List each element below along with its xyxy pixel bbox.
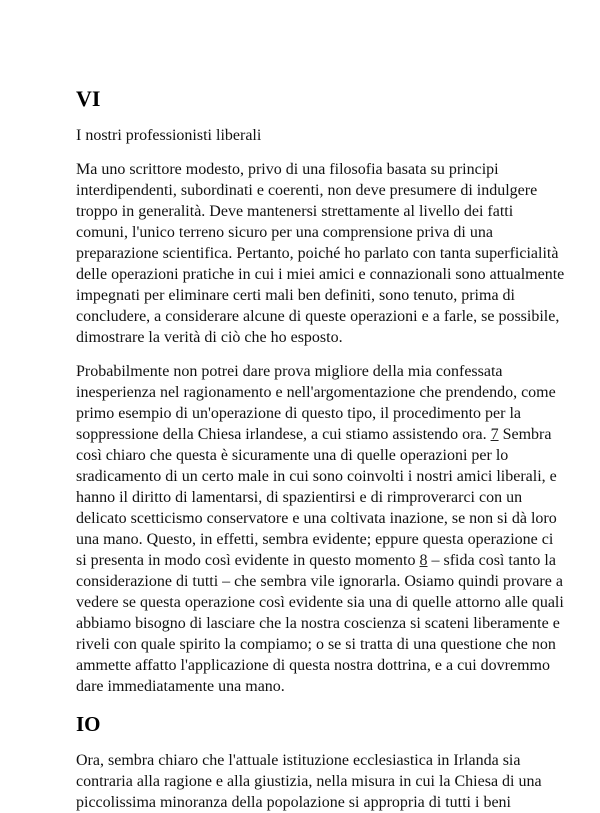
text-line: vedere se questa operazione così evidente sia una di quelle attorno alle quali (76, 594, 564, 611)
text-line: delle operazioni pratiche in cui i miei amici e connazionali sono attualmente (76, 266, 565, 283)
document-page (76, 86, 565, 813)
text-line: dare immediatamente una mano. (76, 678, 285, 695)
paragraph-1 (76, 159, 565, 348)
text-line: Ma uno scrittore modesto, privo di una filosofia basata su principi (76, 161, 499, 178)
text-line: ammette affatto l'applicazione di questa nostra dottrina, e a cui dovremmo (76, 657, 550, 674)
text-line: delicato scetticismo conservatore e una coltivata inazione, se non si dà loro (76, 510, 557, 527)
text-line: dimostrare la verità di ciò che ho esposto. (76, 329, 343, 346)
text-segment: soppressione della Chiesa irlandese, a cui stiamo assistendo ora. (76, 426, 491, 443)
text-line: una mano. Questo, in effetti, sembra evidente; eppure questa operazione ci (76, 531, 554, 548)
text-line: preparazione scientifica. Pertanto, poiché ho parlato con tanta superficialità (76, 245, 559, 262)
text-line: Probabilmente non potrei dare prova migliore della mia confessata (76, 363, 503, 380)
text-line: interdipendenti, subordinati e coerenti, non deve presumere di indulgere (76, 182, 538, 199)
text-line: hanno il diritto di lamentarsi, di spazientirsi e di rimproverarci con un (76, 489, 523, 506)
text-segment: – sfida così tanto la (427, 552, 556, 569)
text-line-with-footnote (76, 424, 552, 445)
text-line: abbiamo bisogno di lasciare che la nostra coscienza si scateni liberamente e (76, 615, 560, 632)
text-line: inesperienza nel ragionamento e nell'argomentazione che prendendo, come (76, 384, 556, 401)
text-line: contraria alla ragione e alla giustizia, nella misura in cui la Chiesa di una (76, 773, 542, 790)
text-line: primo esempio di un'operazione di questo tipo, il procedimento per la (76, 405, 521, 422)
text-line: considerazione di tutti – che sembra vile ignorarla. Osiamo quindi provare a (76, 573, 563, 590)
text-line: troppo in generalità. Deve mantenersi strettamente al livello dei fatti (76, 203, 514, 220)
text-line: così chiaro che questa è sicuramente una di quelle operazioni per lo (76, 447, 509, 464)
text-line: sradicamento di un certo male in cui sono coinvolti i nostri amici liberali, e (76, 468, 557, 485)
chapter-heading: VI (76, 86, 101, 111)
text-segment: Sembra (498, 426, 552, 443)
paragraph-3 (76, 750, 542, 813)
section-heading: IO (76, 712, 101, 736)
text-line: piccolissima minoranza della popolazione si appropria di tutti i beni (76, 794, 511, 811)
text-line: comuni, l'unico terreno sicuro per una comprensione priva di una (76, 224, 493, 241)
chapter-subtitle: I nostri professionisti liberali (76, 127, 262, 144)
footnote-link-8[interactable]: 8 (419, 552, 428, 569)
text-line: concludere, a considerare alcune di queste operazioni e a farle, se possibile, (76, 308, 560, 325)
text-line: Ora, sembra chiaro che l'attuale istituzione ecclesiastica in Irlanda sia (76, 752, 521, 769)
paragraph-2 (76, 361, 564, 697)
footnote-link-7[interactable]: 7 (490, 426, 499, 443)
text-segment: si presenta in modo così evidente in questo momento (76, 552, 420, 569)
text-line: riveli con quale spirito la compiamo; o se si tratta di una questione che non (76, 636, 556, 653)
text-line-with-footnote (76, 550, 556, 571)
text-line: impegnati per eliminare certi mali ben definiti, sono tenuto, prima di (76, 287, 515, 304)
